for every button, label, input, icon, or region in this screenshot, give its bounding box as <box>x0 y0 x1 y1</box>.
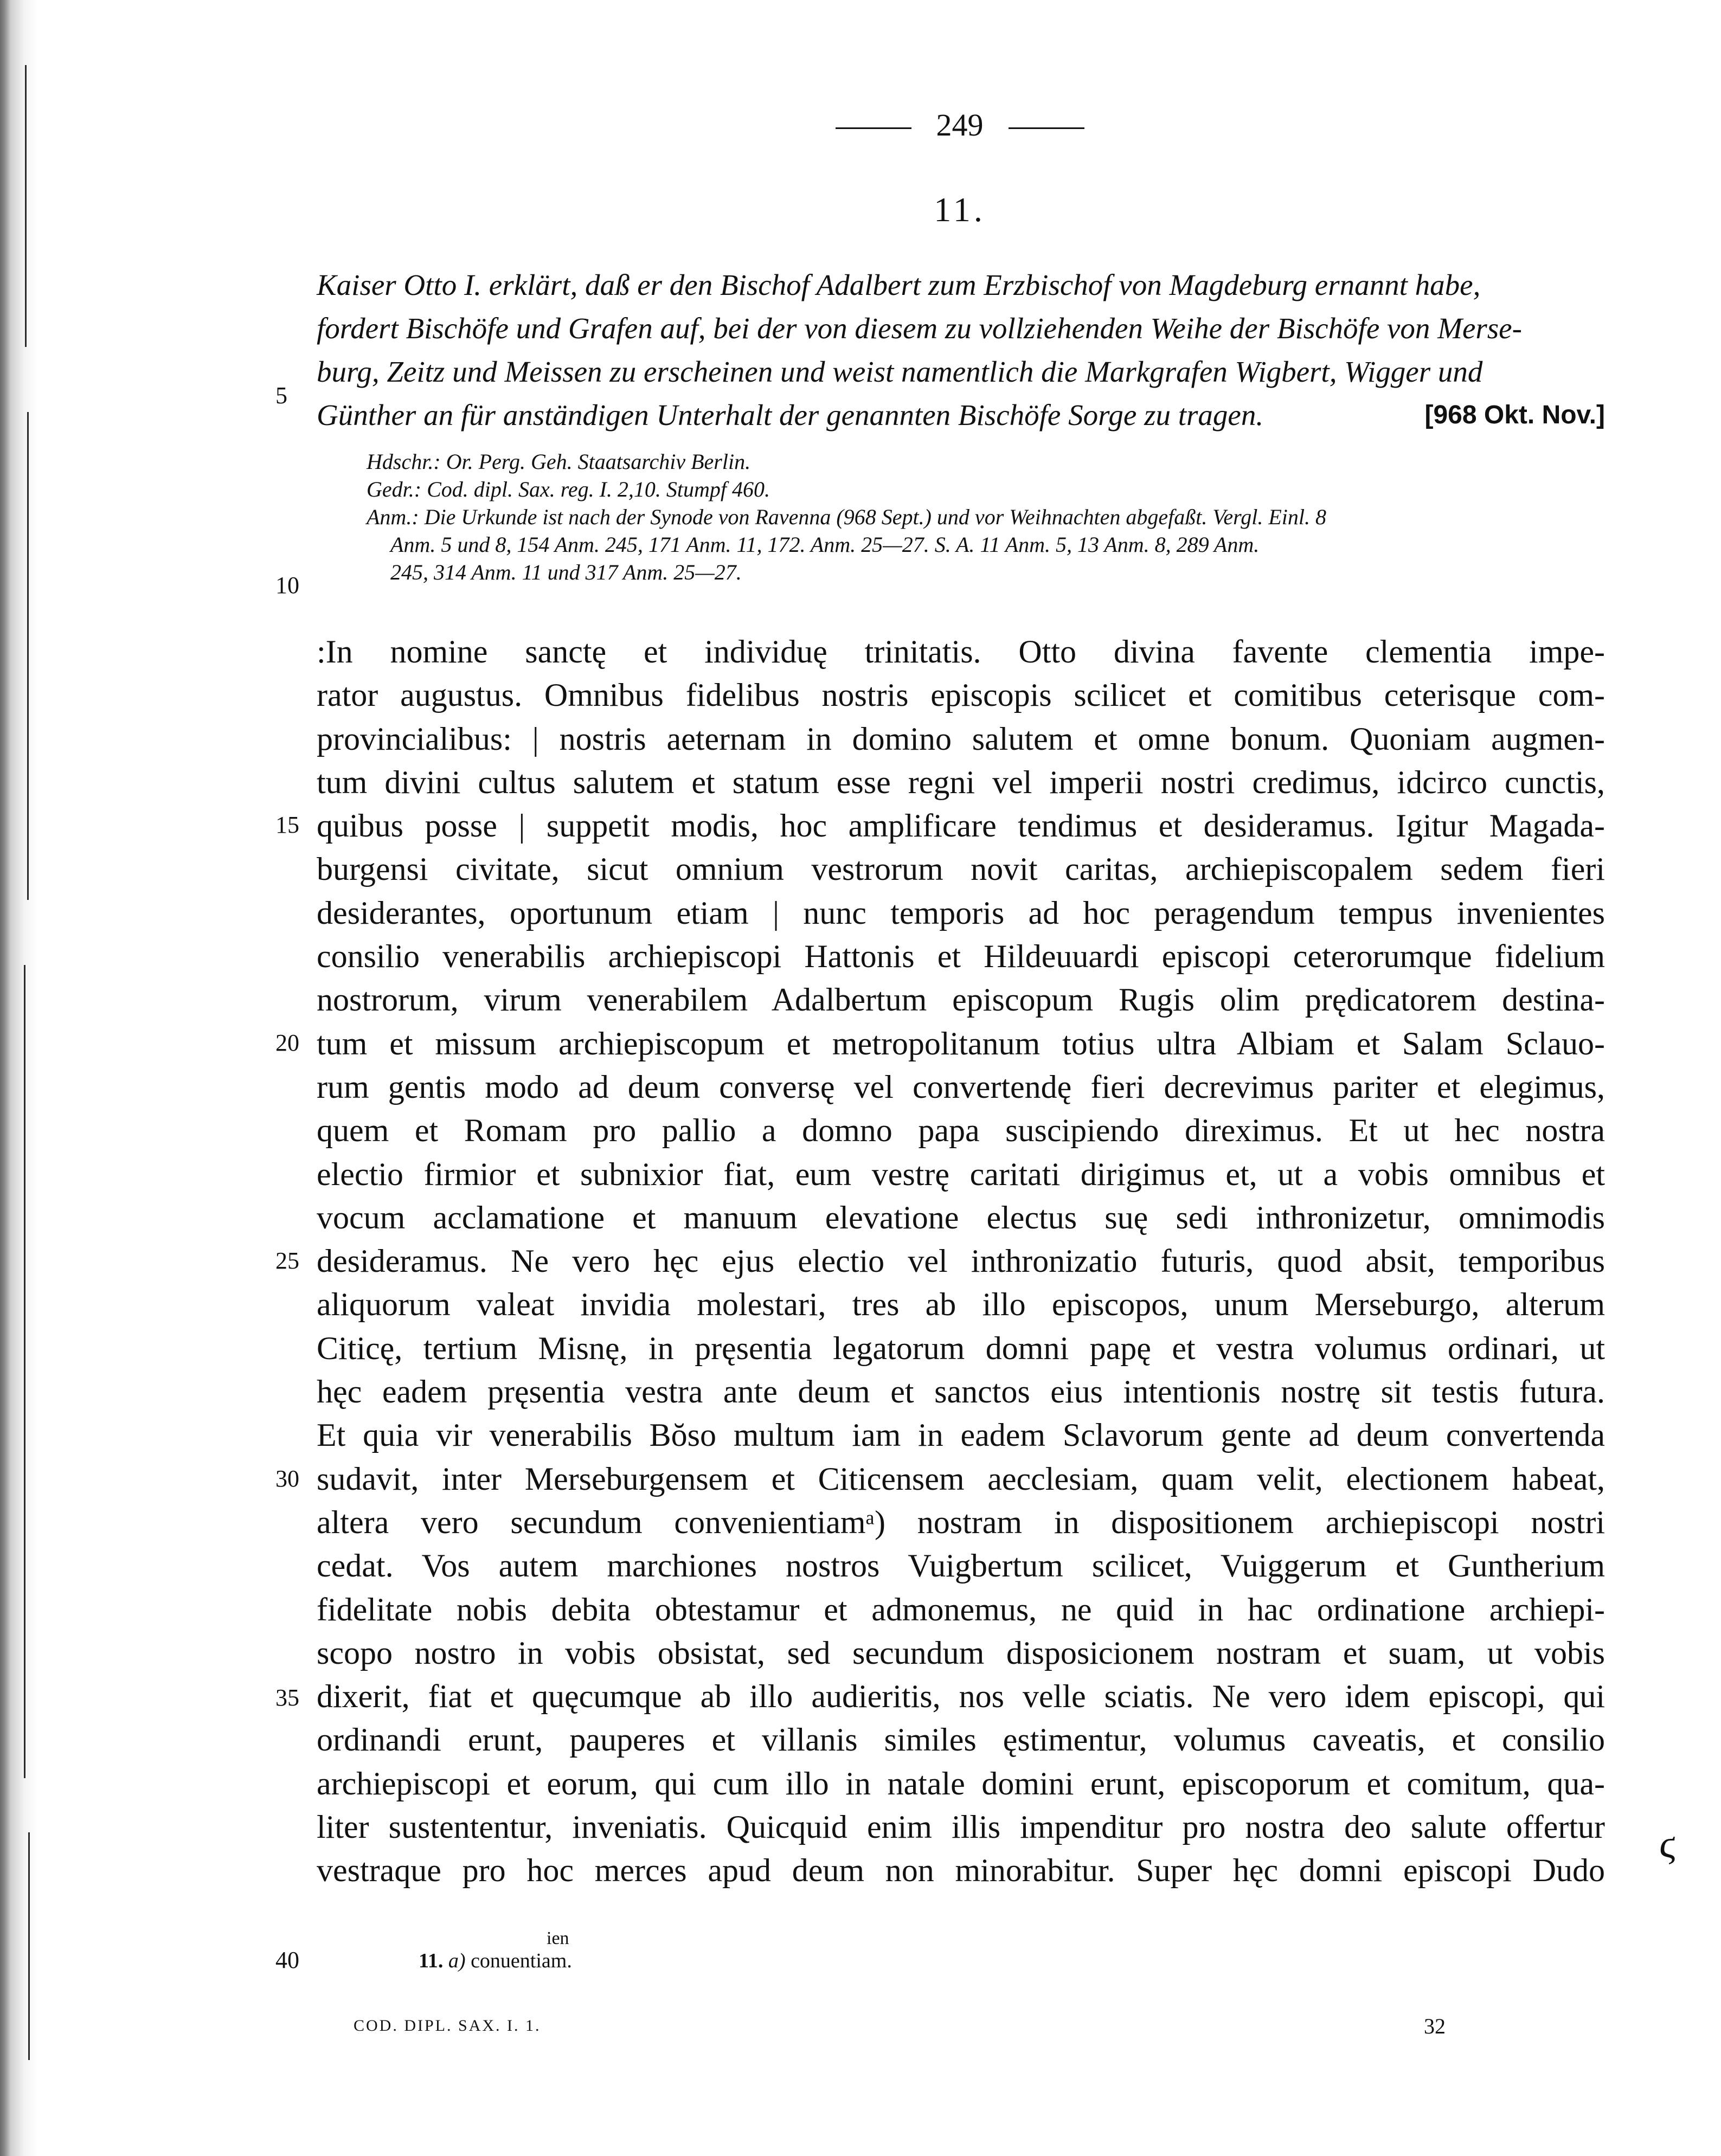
apparatus-note-continued: 245, 314 Anm. 11 und 317 Anm. 25—27. <box>390 560 742 584</box>
regest-date: [968 Okt. Nov.] <box>1424 401 1605 429</box>
line-number: 5 <box>275 382 287 409</box>
document-number: 11. <box>934 190 986 229</box>
critical-apparatus <box>367 448 1605 586</box>
text-line: burgensi civitate, sicut omnium vestrorum novit caritas, archiepiscopalem sedem fieri <box>317 851 1605 887</box>
apparatus-printed: Gedr.: Cod. dipl. Sax. reg. I. 2,10. Stumpf 460. <box>367 477 770 501</box>
text-line: tum divini cultus salutem et statum esse regni vel imperii nostri credimus, idcirco cunctis, <box>317 764 1605 800</box>
text-line: altera vero secundum convenientiamᵃ) nostram in dispositionem archiepiscopi nostri <box>317 1504 1605 1540</box>
line-number: 10 <box>275 572 299 598</box>
text-line: desideramus. Ne vero hęc ejus electio vel inthronizatio futuris, quod absit, temporibus <box>317 1243 1605 1279</box>
signature-mark: COD. DIPL. SAX. I. 1. <box>354 2017 541 2035</box>
text-line: dixerit, fiat et quęcumque ab illo audieritis, nos velle sciatis. Ne vero idem episcopi, qui <box>317 1678 1605 1715</box>
regest-line: Günther an für anständigen Unterhalt der genannten Bischöfe Sorge zu tragen. <box>317 398 1264 432</box>
header-rule-right <box>1009 127 1084 129</box>
text-line: vocum acclamatione et manuum elevatione electus suę sedi inthronizetur, omnimodis <box>317 1199 1605 1235</box>
charter-text <box>317 630 1605 1893</box>
line-number: 40 <box>275 1947 299 1973</box>
apparatus-manuscript: Hdschr.: Or. Perg. Geh. Staatsarchiv Berlin. <box>367 449 751 474</box>
text-line: quem et Romam pro pallio a domno papa suscipiendo direximus. Et ut hec nostra <box>317 1112 1605 1149</box>
text-line: rum gentis modo ad deum conversę vel convertendę fieri decrevimus pariter et elegimus, <box>317 1069 1605 1105</box>
text-line: sudavit, inter Merseburgensem et Citicensem aecclesiam, quam velit, electionem habeat, <box>317 1460 1605 1497</box>
text-line: rator augustus. Omnibus fidelibus nostris episcopis scilicet et comitibus ceterisque com- <box>317 677 1605 713</box>
page-header <box>808 106 1112 144</box>
line-number: 20 <box>275 1029 299 1056</box>
header-rule-left <box>836 127 911 129</box>
text-line: archiepiscopi et eorum, qui cum illo in natale domini erunt, episcoporum et comitum, qua- <box>317 1765 1605 1801</box>
text-line: desiderantes, oportunum etiam | nunc temporis ad hoc peragendum tempus invenientes <box>317 894 1605 931</box>
scan-binding-edge <box>0 0 38 2156</box>
text-line: nostrorum, virum venerabilem Adalbertum episcopum Rugis olim prędicatorem destina- <box>317 982 1605 1018</box>
sheet-number: 32 <box>1424 2014 1446 2038</box>
text-line: quibus posse | suppetit modis, hoc amplificare tendimus et desideramus. Igitur Magada- <box>317 808 1605 844</box>
footnote-superscript: ien <box>547 1928 569 1948</box>
regest <box>317 263 1605 437</box>
marginal-annotation: ϛ <box>1659 1822 1677 1867</box>
footnote-text: conuentiam. <box>471 1949 572 1972</box>
regest-last-line <box>317 394 1605 437</box>
text-line: scopo nostro in vobis obsistat, sed secundum disposicionem nostram et suam, ut vobis <box>317 1634 1605 1671</box>
footnote-key: a) <box>448 1949 466 1972</box>
text-line: hęc eadem pręsentia vestra ante deum et sanctos eius intentionis nostrę sit testis futura. <box>317 1374 1605 1410</box>
regest-line: burg, Zeitz und Meissen zu erscheinen und weist namentlich die Markgrafen Wigbert, Wigger und <box>317 355 1483 388</box>
text-line: :In nomine sanctę et individuę trinitatis. Otto divina favente clementia impe- <box>317 634 1605 670</box>
text-line: fidelitate nobis debita obtestamur et admonemus, ne quid in hac ordinatione archiepi- <box>317 1591 1605 1627</box>
line-number: 30 <box>275 1465 299 1492</box>
line-number: 35 <box>275 1684 299 1711</box>
footnote-doc-number: 11. <box>419 1949 444 1972</box>
text-line: aliquorum valeat invidia molestari, tres ab illo episcopos, unum Merseburgo, alterum <box>317 1286 1605 1323</box>
text-line: liter sustententur, inveniatis. Quicquid enim illis impenditur pro nostra deo salute offertur <box>317 1809 1605 1845</box>
text-line: cedat. Vos autem marchiones nostros Vuigbertum scilicet, Vuiggerum et Guntherium <box>317 1548 1605 1584</box>
regest-line: Kaiser Otto I. erklärt, daß er den Bischof Adalbert zum Erzbischof von Magdeburg ernannt habe, <box>317 268 1481 301</box>
footnote <box>419 1928 572 1973</box>
apparatus-note: Anm.: Die Urkunde ist nach der Synode von Ravenna (968 Sept.) und vor Weihnachten abgefaßt. Vergl. Einl. 8 <box>367 505 1326 529</box>
text-line: ordinandi erunt, pauperes et villanis similes ęstimentur, volumus caveatis, et consilio <box>317 1722 1605 1758</box>
line-number: 25 <box>275 1247 299 1274</box>
apparatus-note-continued: Anm. 5 und 8, 154 Anm. 245, 171 Anm. 11, 172. Anm. 25—27. S. A. 11 Anm. 5, 13 Anm. 8, 289 Anm. <box>390 532 1260 557</box>
text-line: vestraque pro hoc merces apud deum non minorabitur. Super hęc domni episcopi Dudo <box>317 1852 1605 1889</box>
text-line: Citicę, tertium Misnę, in pręsentia legatorum domni papę et vestra volumus ordinari, ut <box>317 1330 1605 1366</box>
text-line: electio firmior et subnixior fiat, eum vestrę caritati dirigimus et, ut a vobis omnibus et <box>317 1156 1605 1192</box>
text-line: tum et missum archiepiscopum et metropolitanum totius ultra Albiam et Salam Sclauo- <box>317 1025 1605 1061</box>
regest-line: fordert Bischöfe und Grafen auf, bei der von diesem zu vollziehenden Weihe der Bischöfe von Merse- <box>317 312 1522 345</box>
text-line: Et quia vir venerabilis Bŏso multum iam in eadem Sclavorum gente ad deum convertenda <box>317 1417 1605 1453</box>
page-number: 249 <box>936 107 984 143</box>
text-line: consilio venerabilis archiepiscopi Hattonis et Hildeuuardi episcopi ceterorumque fidelium <box>317 938 1605 975</box>
line-number: 15 <box>275 812 299 838</box>
text-line: provincialibus: | nostris aeternam in domino salutem et omne bonum. Quoniam augmen- <box>317 720 1605 757</box>
